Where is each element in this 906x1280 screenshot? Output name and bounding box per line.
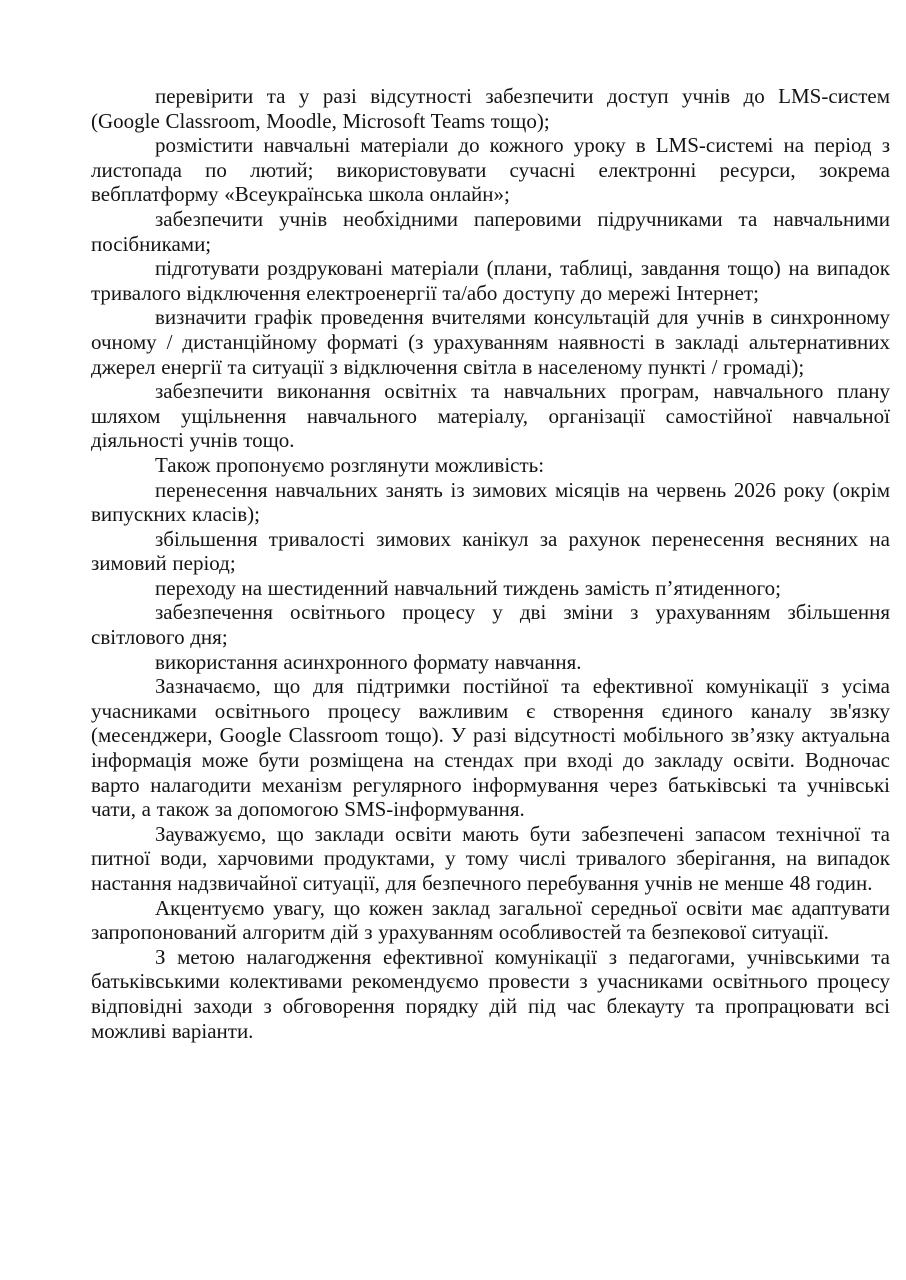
paragraph: забезпечення освітнього процесу у дві зміни з урахуванням збільшення світлового дня; <box>91 600 890 650</box>
paragraph: забезпечити виконання освітніх та навчальних програм, навчального плану шляхом ущільнення навчального матеріалу, організації самостійної навчальної діяльності учнів тощо. <box>91 379 890 453</box>
paragraph: переходу на шестиденний навчальний тиждень замість п’ятиденного; <box>155 575 781 600</box>
paragraph: використання асинхронного формату навчання. <box>155 649 582 674</box>
paragraph: підготувати роздруковані матеріали (плани, таблиці, завдання тощо) на випадок тривалого відключення електроенергії та/або доступу до мережі Інтернет; <box>91 256 890 305</box>
paragraph: розмістити навчальні матеріали до кожного уроку в LMS-системі на період з листопада по лютий; використовувати сучасні електронні ресурси, зокрема вебплатформу «Всеукраїнська школа онлайн»; <box>91 133 890 207</box>
paragraph: З метою налагодження ефективної комунікації з педагогами, учнівськими та батьківськими колективами рекомендуємо провести з учасниками освітнього процесу відповідні заходи з обговорення порядку дій під час блекауту та пропрацювати всі можливі варіанти. <box>91 944 890 1043</box>
paragraph: перевірити та у разі відсутності забезпечити доступ учнів до LMS-систем (Google Classroom, Moodle, Microsoft Teams тощо); <box>91 84 890 133</box>
paragraph: Акцентуємо увагу, що кожен заклад загальної середньої освіти має адаптувати запропонований алгоритм дій з урахуванням особливостей та безпекової ситуації. <box>91 895 890 945</box>
paragraph: Зазначаємо, що для підтримки постійної та ефективної комунікації з усіма учасниками освітнього процесу важливим є створення єдиного каналу зв'язку (месенджери, Google Classroom тощо). У разі відсутності мобільного зв’язку актуальна інформація може бути розміщена на стендах при вході до закладу освіти. Водночас варто налагодити механізм регулярного інформування через батьківські та учнівські чати, а також за допомогою SMS-інформування. <box>91 674 890 822</box>
paragraph: забезпечити учнів необхідними паперовими підручниками та навчальними посібниками; <box>91 206 890 256</box>
paragraph: збільшення тривалості зимових канікул за рахунок перенесення весняних на зимовий період; <box>91 526 890 576</box>
paragraph: Також пропонуємо розглянути можливість: <box>155 452 545 477</box>
document-text-block <box>91 84 890 1043</box>
paragraph: перенесення навчальних занять із зимових місяців на червень 2026 року (окрім випускних класів); <box>91 477 890 527</box>
paragraph: Зауважуємо, що заклади освіти мають бути забезпечені запасом технічної та питної води, харчовими продуктами, у тому числі тривалого зберігання, на випадок настання надзвичайної ситуації, для безпечного перебування учнів не менше 48 годин. <box>91 821 890 895</box>
paragraph: визначити графік проведення вчителями консультацій для учнів в синхронному очному / дистанційному форматі (з урахуванням наявності в закладі альтернативних джерел енергії та ситуації з відключення світла в населеному пункті / громаді); <box>91 305 890 379</box>
